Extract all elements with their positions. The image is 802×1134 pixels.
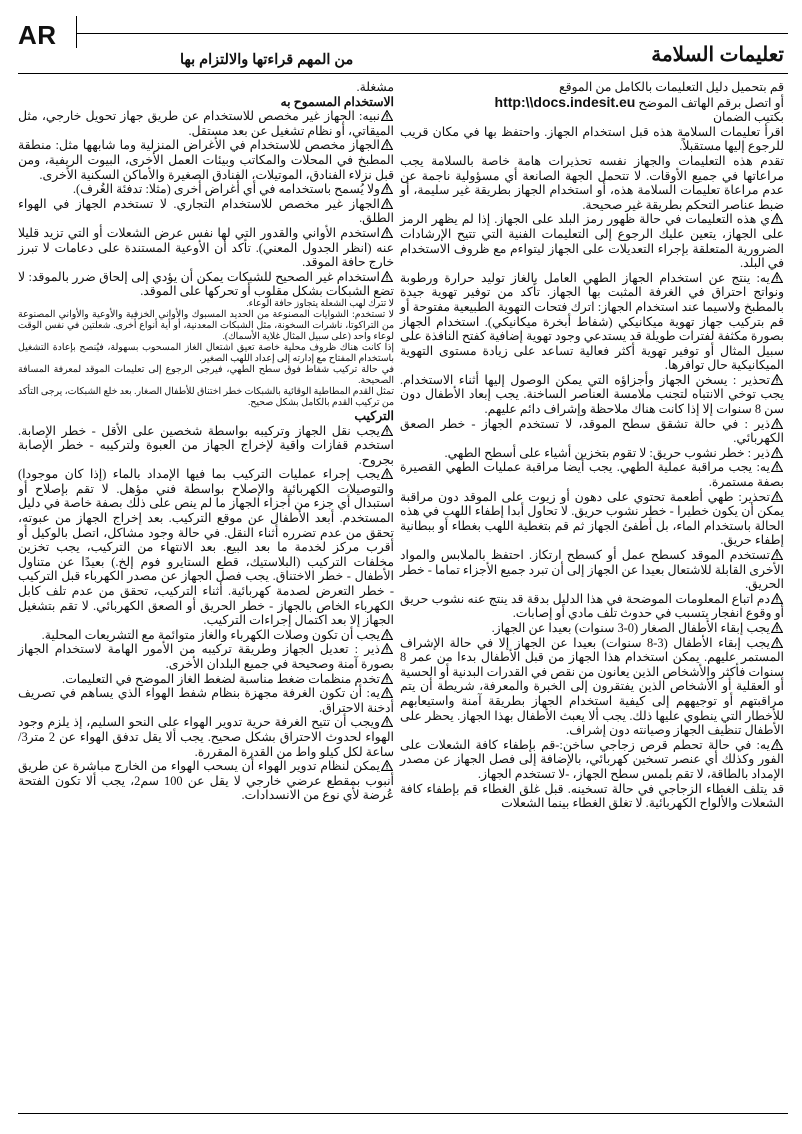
paragraph-text: ذير : تعديل الجهاز وطريقة تركيبه من الأمور الهامة لاستخدام الجهاز بصورة آمنة وصحيحة في جميع البلدان الأخرى.	[18, 642, 394, 671]
paragraph	[18, 138, 394, 182]
paragraph-text: يه: أن تكون الغرفة مجهزة بنظام شفط الهواء الذي يساهم في تصريف أدخنة الاحتراق.	[18, 686, 394, 715]
paragraph	[400, 95, 784, 111]
warning-icon	[381, 673, 393, 684]
warning-icon	[381, 139, 393, 150]
paragraph-text: تخدم منظمات ضغط مناسبة لضغط الغاز الموضح في التعليمات.	[62, 671, 380, 686]
paragraph	[400, 460, 784, 489]
paragraph	[18, 109, 394, 138]
paragraph-text: قم بتحميل دليل التعليمات بالكامل من الموقع	[558, 80, 784, 94]
paragraph-text: ولا يُسمح باستخدامه في أي أغراض أخرى (مثلا: تدفئة الغُرف).	[72, 182, 380, 197]
paragraph	[400, 271, 784, 373]
paragraph-text: أو اتصل برقم الهاتف الموضح	[638, 95, 784, 110]
paragraph-text: اقرأ تعليمات السلامة هذه قبل استخدام الجهاز. واحتفظ بها في مكان قريب للرجوع إليها مستقبلاً.	[400, 124, 784, 154]
paragraph	[400, 636, 784, 738]
paragraph-text: يجب إبقاء الأطفال الصغار (0-3 سنوات) بعيدا عن الجهاز.	[491, 620, 770, 635]
paragraph-text: يجب إجراء عمليات التركيب بما فيها الإمداد بالماء (إذا كان موجودا) والتوصيلات الكهربائية والإصلاح بواسطة فني مؤهل. لا تقم بإصلاح أو استبدال أي جزء من أجزاء الجهاز ما لم ينص على ذلك بصفة خاصة في دليل المستخدم. أبعد الأطفال عن موقع التركيب. بعد إخراج الجهاز من عبوته، تحقق من عدم تضرره أثناء النقل. في حالة وجود مشاكل، اتصل بالوكيل أو أقرب مركز لخدمة ما بعد البيع. بعد الانتهاء من التركيب، يجب تخزين مخلفات التركيب (البلاستيك، قطع الستايرو فوم إلخ.) بعيدًا عن متناول الأطفال - خطر الاختناق. يجب فصل الجهاز عن مصدر الكهرباء قبل التركيب - خطر التعرض لصدمة كهربائية. أثناء التركيب، تحقق من عدم تلف كابل الكهرباء الخاص بالجهاز - خطر الحريق أو الصعق الكهربائي. لا تقم بتشغيل الجهاز إلا بعد اكتمال إجراءات التركيب.	[18, 467, 394, 628]
warning-icon	[381, 110, 393, 121]
paragraph	[18, 672, 394, 687]
paragraph	[18, 424, 394, 468]
paragraph-text: مشغلة.	[356, 80, 394, 94]
right-column	[400, 80, 784, 811]
paragraph	[18, 226, 394, 270]
docs-url-link[interactable]: http:\\docs.indesit.eu	[494, 93, 636, 110]
paragraph-text: ويجب أن تتيح الغرفة حرية تدوير الهواء على النحو السليم، إذ يلزم وجود الهواء لحدوث الاحتراق بشكل صحيح. يجب ألا يقل تدفق الهواء عن 2 متر3/ساعة لكل كيلو واط من القدرة المقررة.	[18, 715, 394, 759]
warning-icon	[771, 622, 783, 633]
paragraph-text: استخدام غير الصحيح للشبكات يمكن أن يؤدي إلى إلحاق ضرر بالموقد: لا تضع الشبكات بشكل مقلوب أو تحركها على الموقد.	[18, 269, 394, 299]
paragraph-text: قد يتلف الغطاء الزجاجي في حالة تسخينه. قبل غلق الغطاء قم بإطفاء كافة الشعلات والألواح الكهربائية. لا تغلق الغطاء بينما الشعلات	[400, 781, 784, 811]
warning-icon	[771, 549, 783, 560]
paragraph	[18, 467, 394, 628]
paragraph	[400, 373, 784, 417]
paragraph	[18, 270, 394, 299]
paragraph-text: تستخدم الموقد كسطح عمل أو كسطح ارتكاز. احتفظ بالملابس والمواد الأخرى القابلة للاشتعال بعيدا عن الجهاز إلى أن تبرد جميع الأجزاء تماما - خطر الحريق.	[400, 548, 784, 592]
paragraph-text: يمكن لنظام تدوير الهواء أن يسحب الهواء من الخارج مباشرة عن طريق أنبوب بمقطع عرضي خارجي لا يقل عن 100 سم2، يجب ألا تكون الفتحة عُرضة لأي نوع من الانسدادات.	[18, 759, 395, 803]
paragraph	[400, 110, 784, 125]
paragraph	[18, 715, 394, 759]
paragraph	[18, 80, 394, 95]
section-heading	[18, 409, 394, 424]
paragraph-text: يجب أن تكون وصلات الكهرباء والغاز متوائمة مع التشريعات المحلية.	[41, 627, 380, 642]
paragraph	[18, 182, 394, 197]
warning-icon	[381, 716, 393, 727]
paragraph	[400, 548, 784, 592]
paragraph	[400, 782, 784, 811]
paragraph	[18, 759, 394, 803]
warning-icon	[381, 183, 393, 194]
paragraph	[400, 490, 784, 548]
paragraph-text: يه: ينتج عن استخدام الجهاز الطهي العامل بالغاز توليد حرارة ورطوبة ونواتج احتراق في الغرفة المثبت بها الجهاز. تأكد من توفير تهوية جيدة بالمطبخ ولاسيما عند استخدام الجهاز: اترك فتحات التهوية الطبيعية مفتوحة أو قم بتركيب جهاز تهوية ميكانيكي (شفاط أبخرة ميكانيكي). استخدام الجهاز بصورة مكثفة لفترات طويلة قد يستدعي وجود تهوية إضافية كفتح النافذة على سبيل المثال أو توفير تهوية أكثر فعالية تساعد على زيادة مستوى التهوية الميكانيكية حال توافرها.	[400, 270, 784, 373]
header-rule	[18, 73, 788, 74]
top-rule	[76, 33, 788, 34]
paragraph	[18, 628, 394, 643]
paragraph	[400, 592, 784, 621]
warning-icon	[381, 468, 393, 479]
page-subtitle: من المهم قراءتها والالتزام بها	[180, 52, 354, 68]
paragraph-text: دم اتباع المعلومات الموضحة في هذا الدليل بدقة قد ينتج عنه نشوب حريق أو وقوع انفجار يتسبب في حدوث تلف مادي أو إصابات.	[400, 591, 784, 621]
paragraph-text: الجهاز مخصص للاستخدام في الأغراض المنزلية وما شابهها مثل: منطقة المطبخ في المحلات والمكاتب وبيئات العمل الأخرى، البيوت الريفية، ومن قبل نزلاء الفنادق، الموتيلات، الفنادق الصغيرة والأماكن السكنية الأخرى.	[18, 138, 394, 182]
warning-icon	[381, 198, 393, 209]
paragraph	[18, 310, 394, 343]
warning-icon	[771, 447, 783, 458]
page-title: تعليمات السلامة	[651, 44, 784, 66]
warning-icon	[381, 687, 393, 698]
paragraph-text: يجب نقل الجهاز وتركيبه بواسطة شخصين على الأقل - خطر الإصابة. استخدم قفازات واقية لإخراج الجهاز من العبوة ولتركيبه - خطر الإصابة بجروح.	[18, 423, 394, 467]
paragraph-text: إذا كانت هناك ظروف محلية خاصة تعيق اشتعال الغاز المسحوب بسهولة، فيُنصح بإعادة التشغيل باستخدام المفتاح مع إدارته إلى إعداد اللهب الصغير.	[18, 342, 394, 364]
warning-icon	[771, 272, 783, 283]
warning-icon	[771, 461, 783, 472]
paragraph	[18, 299, 394, 310]
section-heading	[18, 95, 394, 110]
paragraph	[18, 387, 394, 409]
warning-icon	[381, 760, 393, 771]
paragraph	[18, 686, 394, 715]
paragraph	[400, 212, 784, 270]
warning-icon	[381, 227, 393, 238]
warning-icon	[771, 593, 783, 604]
paragraph-text: تقدم هذه التعليمات والجهاز نفسه تحذيرات هامة خاصة بالسلامة يجب مراعاتها في جميع الأوقات. لا تتحمل الجهة الصانعة أي مسؤولية ناجمة عن عدم مراعاة تعليمات السلامة هذه، أو استخدام الجهاز بطريقة غير سليمة، أو ضبط عناصر التحكم بطريقة غير صحيحة.	[400, 153, 784, 212]
paragraph-text: يجب إبقاء الأطفال (3-8 سنوات) بعيدا عن الجهاز إلا في حالة الإشراف المستمر عليهم. يمكن استخدام هذا الجهاز من قبل الأطفال بدءا من عمر 8 سنوات فأكثر والأشخاص الذين يعانون من نقص في القدرات البدنية أو الحسية أو العقلية أو الأشخاص الذين يفتقرون إلى الخبرة والمعرفة، شريطة أن يتم مراقبتهم أو توجيههم إلى كيفية استخدام الجهاز بطريقة آمنة واستيعابهم للأخطار التي ينطوي عليها ذلك. يجب ألا يعبث الأطفال بهذا الجهاز. يحظر على الأطفال تنظيف الجهاز وصيانته دون إشراف.	[400, 635, 784, 738]
paragraph-text: نبيه: الجهاز غير مخصص للاستخدام عن طريق جهاز تحويل خارجي، مثل الميقاتي، أو نظام تشغيل عن بعد مستقل.	[18, 109, 394, 138]
paragraph-text: تحذير : يسخن الجهاز وأجزاؤه التي يمكن الوصول إليها أثناء الاستخدام. يجب توخي الانتباه لتجنب ملامسة العناصر الساخنة. يجب إبعاد الأطفال دون سن 8 سنوات إلا إذا كانت هناك ملاحظة وإشراف دائم عليهم.	[400, 372, 784, 417]
warning-icon	[381, 271, 393, 282]
paragraph	[400, 80, 784, 95]
warning-icon	[771, 491, 783, 502]
warning-icon	[381, 643, 393, 654]
paragraph-text: ذير : خطر نشوب حريق: لا تقوم بتخزين أشياء على أسطح الطهي.	[444, 445, 770, 460]
paragraph	[400, 154, 784, 212]
paragraph-text: الجهاز غير مخصص للاستخدام التجاري. لا تستخدم الجهاز في الهواء الطلق.	[18, 196, 394, 226]
paragraph	[400, 417, 784, 446]
paragraph	[18, 343, 394, 365]
paragraph-text: استخدم الأواني والقدور التي لها نفس عرض الشعلات أو التي تزيد قليلا عنه (انظر الجدول المعني). تأكد أن الأوعية المستندة على دعامات لا تبرز خارج حافة الموقد.	[18, 225, 394, 270]
warning-icon	[771, 213, 783, 224]
paragraph-text: لا تستخدم: الشوايات المصنوعة من الحديد المسبوك والأواني الخزفية والأوعية والأواني المصنوعة من التراكوتا، ناشرات السخونة، مثل الشبكات المعدنية، أو أية أنواع أخرى. شعلتين في نفس الوقت لوعاء واحد (على سبيل المثال غلاية الأسماك).	[18, 309, 394, 342]
paragraph	[18, 365, 394, 387]
paragraph-text: يه: في حالة تحطم قرص زجاجي ساخن:-قم بإطفاء كافة الشعلات على الفور وكذلك أي عنصر تسخين كهربائي، بالإضافة إلى فصل الجهاز عن مصدر الإمداد بالطاقة، لا تقم بلمس سطح الجهاز، -لا تستخدم الجهاز.	[400, 737, 784, 781]
paragraph-text: الاستخدام المسموح به	[280, 94, 394, 109]
paragraph	[18, 642, 394, 671]
paragraph-text: تحذير: طهي أطعمة تحتوي على دهون أو زيوت على الموقد دون مراقبة يمكن أن يكون خطيرا - خطر نشوب حريق. لا تحاول أبدا إطفاء اللهب في هذه الحالة باستخدام الماء، بل أطفئ الجهاز ثم قم بتغطية اللهب بغطاء أو ببطانية إطفاء حريق.	[400, 489, 784, 548]
warning-icon	[771, 374, 783, 385]
left-column	[18, 80, 394, 803]
paragraph-text: في حالة تركيب شفاط فوق سطح الطهي، فيرجى الرجوع إلى تعليمات الموقد لمعرفة المسافة الصحيحة.	[18, 364, 394, 386]
warning-icon	[381, 629, 393, 640]
header-divider	[76, 16, 77, 48]
paragraph-text: ي هذه التعليمات في حالة ظهور رمز البلد على الجهاز. إذا لم يظهر الرمز على الجهاز، يتعين عليك الرجوع إلى التعليمات الفنية التي تتيح الإرشادات الضرورية المتعلقة بإجراء التعديلات على الجهاز ليتواءم مع ظروف الاستخدام في البلد.	[400, 212, 784, 271]
warning-icon	[771, 418, 783, 429]
paragraph-text: بكتيب الضمان	[712, 110, 784, 125]
paragraph-text: التركيب	[354, 408, 394, 423]
paragraph	[400, 125, 784, 154]
paragraph-text: تمثل القدم المطاطية الوقائية بالشبكات خطر اختناق للأطفال الصغار. بعد خلع الشبكات، يرجى التأكد من تركيب القدم بالكامل بشكل صحيح.	[18, 386, 394, 408]
footer-rule	[18, 1113, 788, 1114]
warning-icon	[381, 425, 393, 436]
paragraph-text: لا تترك لهب الشعلة يتجاوز حافة الوعاء.	[246, 298, 394, 309]
paragraph	[400, 738, 784, 782]
warning-icon	[771, 637, 783, 648]
paragraph	[400, 621, 784, 636]
paragraph-text: يه: يجب مراقبة عملية الطهي. يجب أيضا مراقبة عمليات الطهي القصيرة بصفة مستمرة.	[400, 460, 784, 490]
warning-icon	[771, 739, 783, 750]
paragraph	[18, 197, 394, 226]
language-code: AR	[18, 20, 57, 50]
paragraph	[400, 446, 784, 461]
paragraph-text: ذير : في حالة تشقق سطح الموقد، لا تستخدم الجهاز - خطر الصعق الكهربائي.	[400, 416, 784, 446]
